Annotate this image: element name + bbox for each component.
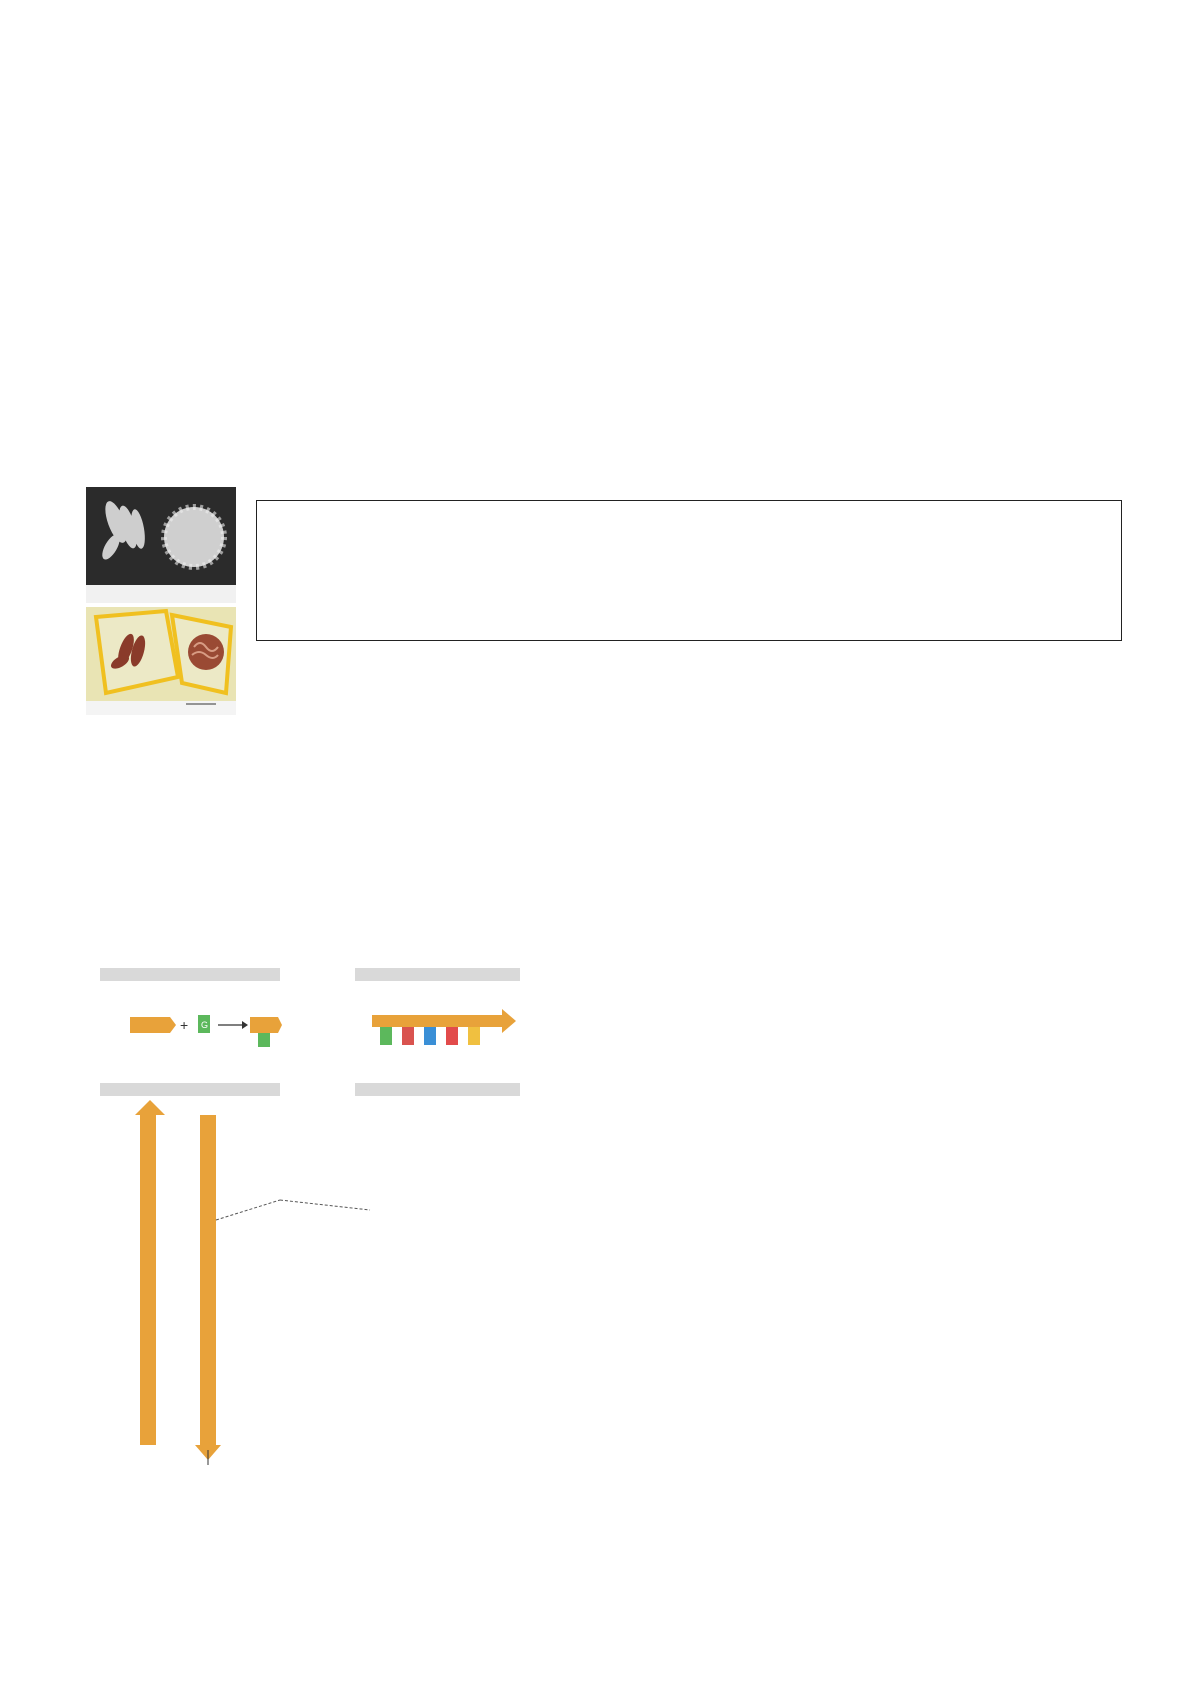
svg-text:+: +	[180, 1017, 189, 1033]
cell-illustration	[86, 607, 236, 715]
cell-illustration-image	[86, 607, 236, 715]
chromosome-photo	[86, 487, 236, 603]
toc-item	[158, 228, 162, 243]
chromosome-photo-image	[86, 487, 236, 603]
dna-figure-svg	[100, 965, 530, 1485]
dna-figure	[100, 965, 530, 1485]
toc-item	[158, 205, 162, 220]
history-box	[256, 500, 1122, 641]
svg-text:G: G	[201, 1020, 209, 1030]
toc-item	[158, 182, 162, 197]
